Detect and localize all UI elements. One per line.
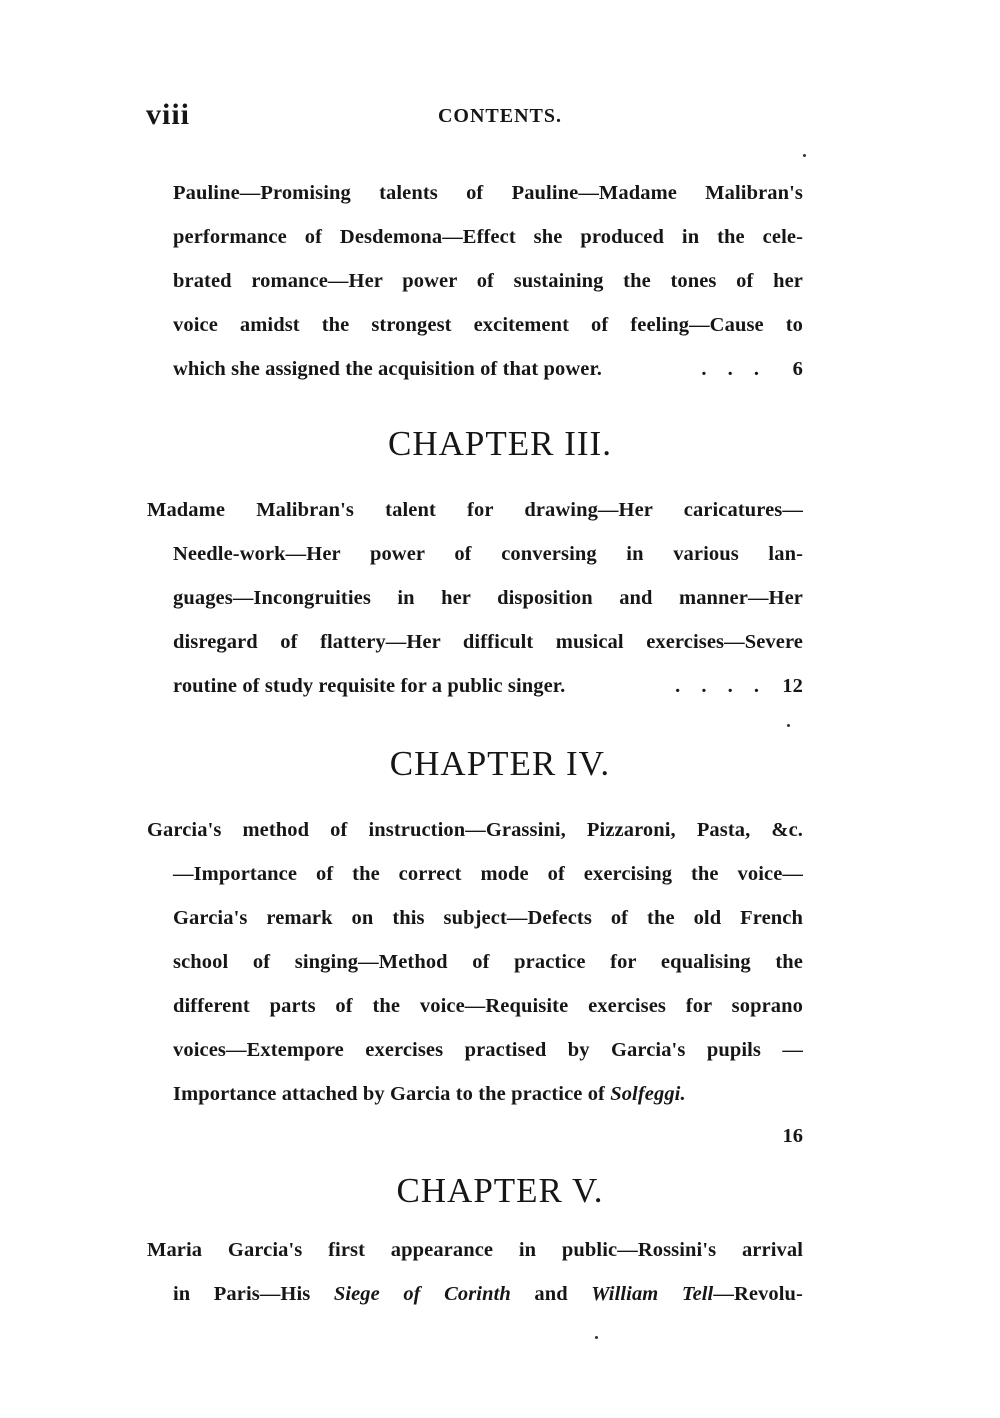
page-reference: 12 <box>782 675 803 697</box>
summary-line: voice amidst the strongest excitement of feeling—Cause to <box>173 314 803 336</box>
summary-line-last <box>173 347 803 391</box>
chapter-5-heading: CHAPTER V. <box>396 1171 604 1210</box>
chapter-4-summary <box>147 808 803 1156</box>
summary-line: voices—Extempore exercises practised by Garcia's pupils — <box>173 1039 803 1061</box>
summary-line: school of singing—Method of practice for equalising the <box>173 951 803 973</box>
summary-line: guages—Incongruities in her disposition and manner—Her <box>173 587 803 609</box>
summary-text: —Revolu- <box>713 1283 803 1305</box>
summary-line: disregard of flattery—Her difficult musical exercises—Severe <box>173 631 803 653</box>
summary-line-last <box>173 1072 803 1116</box>
summary-line: brated romance—Her power of sustaining the tones of her <box>173 270 803 292</box>
running-head: CONTENTS. <box>437 105 563 127</box>
page-number: viii <box>146 98 191 131</box>
dot-leader: . . . <box>701 358 767 380</box>
summary-line: Maria Garcia's first appearance in public—Rossini's arrival <box>147 1239 803 1261</box>
summary-line: Garcia's method of instruction—Grassini, Pizzaroni, Pasta, &c. <box>147 819 803 841</box>
summary-text: which she assigned the acquisition of that power. <box>173 358 603 380</box>
work-title: Solfeggi. <box>610 1083 686 1105</box>
work-title: Siege of Corinth <box>333 1283 511 1305</box>
chapter-3-summary <box>147 488 803 708</box>
scan-speck <box>595 1336 598 1339</box>
summary-line-last <box>173 664 803 708</box>
summary-text: routine of study requisite for a public singer. <box>173 675 566 697</box>
summary-line <box>173 1272 803 1316</box>
page-reference: 6 <box>792 358 803 380</box>
summary-line: Needle-work—Her power of conversing in various lan- <box>173 543 803 565</box>
scan-speck <box>787 724 790 727</box>
summary-line: performance of Desdemona—Effect she produced in the cele- <box>173 226 803 248</box>
summary-text: Importance attached by Garcia to the practice of <box>173 1083 611 1105</box>
chapter-2-summary <box>173 171 803 391</box>
work-title: William Tell <box>591 1283 714 1305</box>
chapter-3-heading: CHAPTER III. <box>388 424 612 463</box>
dot-leader: . . . . <box>675 675 767 697</box>
summary-text: in Paris—His <box>173 1283 334 1305</box>
summary-text: and <box>510 1283 592 1305</box>
chapter-4-heading: CHAPTER IV. <box>389 744 611 783</box>
page-reference: 16 <box>782 1125 803 1147</box>
summary-line: Madame Malibran's talent for drawing—Her caricatures— <box>147 499 803 521</box>
summary-line: —Importance of the correct mode of exercising the voice— <box>173 863 803 885</box>
summary-line: Pauline—Promising talents of Pauline—Madame Malibran's <box>173 182 803 204</box>
chapter-5-summary <box>147 1228 803 1316</box>
scan-speck <box>803 154 806 157</box>
summary-line: Garcia's remark on this subject—Defects of the old French <box>173 907 803 929</box>
summary-line: different parts of the voice—Requisite exercises for soprano <box>173 995 803 1017</box>
